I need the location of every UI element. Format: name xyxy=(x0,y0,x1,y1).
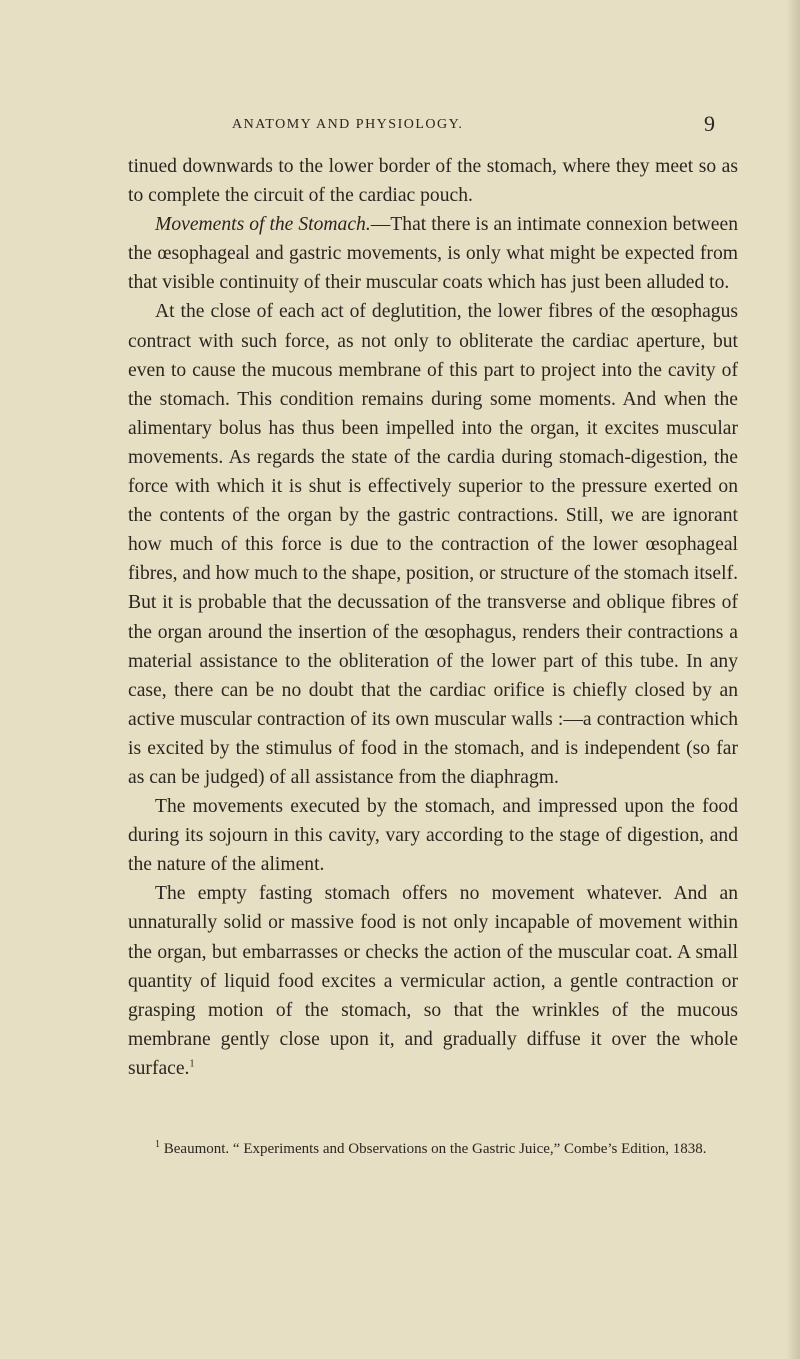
footnote xyxy=(128,1140,738,1158)
paragraph-movements xyxy=(128,210,738,297)
section-sidehead: Movements of the Stomach. xyxy=(155,214,371,236)
footnotes xyxy=(128,1140,738,1158)
footnote-marker: 1 xyxy=(155,1139,160,1150)
paragraph-empty-stomach xyxy=(128,879,738,1083)
footnote-reference: 1 xyxy=(189,1058,195,1070)
body-text xyxy=(128,152,738,1083)
page-edge-shadow xyxy=(786,0,800,1359)
paragraph-movements-executed xyxy=(128,792,738,879)
running-header xyxy=(0,111,800,137)
paragraph-text: tinued downwards to the lower border of the stomach, where they meet so as to complete the circuit of the cardiac pouch. xyxy=(128,156,738,207)
footnote-text: Beaumont. “ Experiments and Observations on the Gastric Juice,” Combe’s Edition, 1838. xyxy=(160,1141,707,1157)
page-number: 9 xyxy=(704,111,715,136)
paragraph-text: At the close of each act of deglutition, the lower fibres of the œsophagus contract with such force, as not only to obliterate the cardiac aperture, but even to cause the mucous membrane of this part to project into the cavity of the stomach. This condition remains during some moments. And when the alimentary bolus has thus been impelled into the organ, it excites muscular movements. As regards the state of the cardia during stomach-digestion, the force with which it is shut is effectively superior to the pressure exerted on the contents of the organ by the gastric contractions. Still, we are ignorant how much of this force is due to the contraction of the lower œsophageal fibres, and how much to the shape, position, or structure of the stomach itself. But it is probable that the decussation of the transverse and oblique fibres of the organ around the insertion of the œsophagus, renders their contractions a material assistance to the obliteration of the lower part of this tube. In any case, there can be no doubt that the cardiac orifice is chiefly closed by an active muscular contraction of its own muscular walls :—a contraction which is excited by the stimulus of food in the stomach, and is independent (so far as can be judged) of all assistance from the diaphragm. xyxy=(128,301,738,788)
paragraph-continued xyxy=(128,152,738,210)
running-title: ANATOMY AND PHYSIOLOGY. xyxy=(232,117,464,132)
paragraph-text: —That there is an intimate connexion between the œsophageal and gastric movements, is only what might be expected from that visible continuity of their muscular coats which has just been alluded to. xyxy=(128,214,738,294)
paragraph-text: The movements executed by the stomach, and impressed upon the food during its sojourn in this cavity, vary according to the stage of digestion, and the nature of the aliment. xyxy=(128,796,738,876)
paragraph-text: The empty fasting stomach offers no movement whatever. And an unnaturally solid or massive food is not only incapable of movement within the organ, but embarrasses or checks the action of the muscular coat. A small quantity of liquid food excites a vermicular action, a gentle contraction or grasping motion of the stomach, so that the wrinkles of the mucous membrane gently close upon it, and gradually diffuse it over the whole surface. xyxy=(128,883,738,1079)
paragraph-deglutition xyxy=(128,297,738,792)
